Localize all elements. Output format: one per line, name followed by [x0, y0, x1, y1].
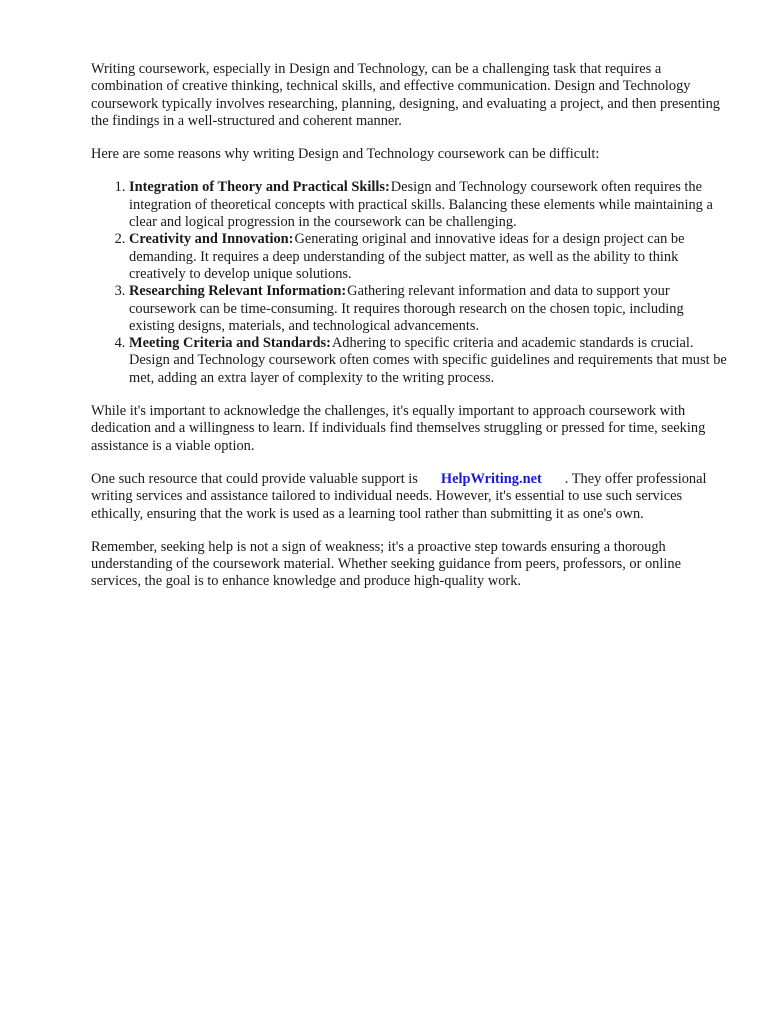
closing-paragraph: Remember, seeking help is not a sign of weakness; it's a proactive step towards ensuring a thorough understanding of the coursework material. Whether seeking guidance from peers, professors, or online services, the goal is to enhance knowledge and produce high-quality work.: [91, 538, 681, 590]
resource-paragraph: [91, 471, 731, 523]
resource-text-before: One such resource that could provide valuable support is: [91, 470, 418, 487]
reasons-lead-paragraph: Here are some reasons why writing Design and Technology coursework can be difficult:: [91, 146, 600, 163]
reason-term: Integration of Theory and Practical Skills:: [129, 179, 390, 196]
challenges-paragraph: While it's important to acknowledge the challenges, it's equally important to approach coursework with dedication and a willingness to learn. If individuals find themselves struggling or pressed for time, seeking assistance is a viable option.: [91, 403, 706, 454]
reason-text: Design and Technology coursework often requires the integration of theoretical concepts with practical skills. Balancing these elements while maintaining a clear and logical progression in the coursework can be challenging.: [129, 179, 713, 231]
reason-term: Meeting Criteria and Standards:: [129, 335, 331, 352]
reason-term: Creativity and Innovation:: [129, 231, 294, 248]
reason-item: [129, 231, 731, 283]
reason-text: Generating original and innovative ideas for a design project can be demanding. It requires a deep understanding of the subject matter, as well as the ability to think creatively to develop unique solutions.: [129, 231, 685, 282]
reason-text: Adhering to specific criteria and academic standards is crucial. Design and Technology coursework often comes with specific guidelines and requirements that must be met, adding an extra layer of complexity to the writing process.: [129, 335, 727, 386]
reason-term: Researching Relevant Information:: [129, 283, 347, 300]
helpwriting-link[interactable]: HelpWriting.net: [440, 470, 542, 487]
reason-item: [129, 283, 731, 335]
reason-text: Gathering relevant information and data to support your coursework can be time-consuming. It requires thorough research on the chosen topic, including existing designs, materials, and technological advancements.: [129, 283, 684, 334]
reason-item: [129, 335, 731, 387]
reason-item: [129, 179, 731, 231]
reasons-list: [91, 179, 731, 387]
resource-text-after: . They offer professional writing services and assistance tailored to individual needs. However, it's essential to use such services ethically, ensuring that the work is used as a learning tool rather than submitting it as one's own.: [91, 470, 707, 522]
intro-paragraph: Writing coursework, especially in Design and Technology, can be a challenging task that requires a combination of creative thinking, technical skills, and effective communication. Design and Technology coursework typically involves researching, planning, designing, and evaluating a project, and then presenting the findings in a well-structured and coherent manner.: [91, 61, 721, 129]
document-page: [91, 61, 731, 607]
